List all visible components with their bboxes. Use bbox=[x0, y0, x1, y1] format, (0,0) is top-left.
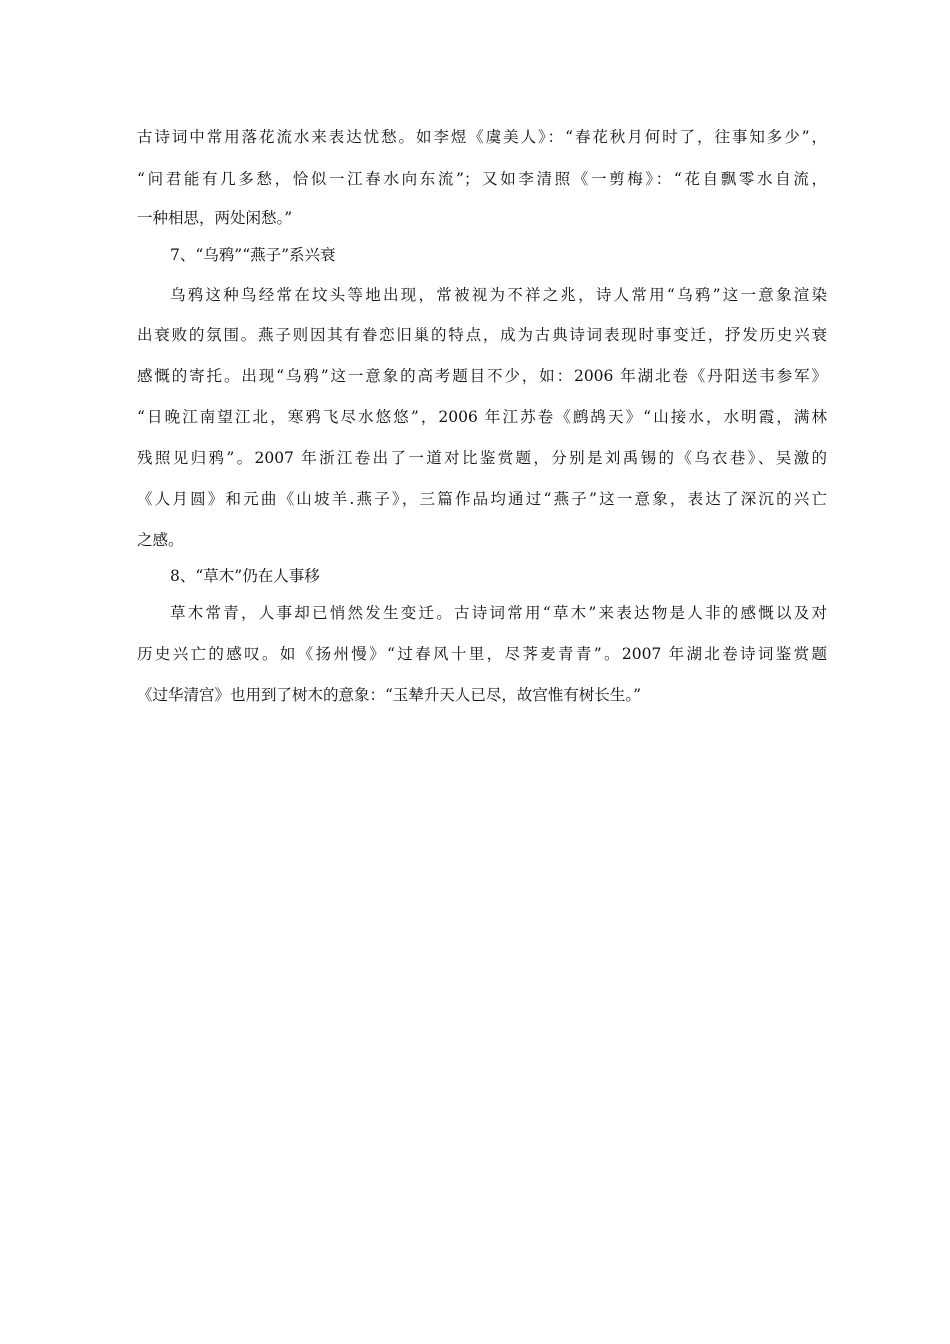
paragraph-line: 乌鸦这种鸟经常在坟头等地出现，常被视为不祥之兆，诗人常用“乌鸦”这一意象渲染 bbox=[170, 286, 827, 304]
paragraph-line: 历史兴亡的感叹。如《扬州慢》“过春风十里，尽荠麦青青”。2007 年湖北卷诗词鉴赏题 bbox=[137, 645, 827, 663]
paragraph-line: 之感。 bbox=[137, 531, 184, 549]
paragraph-line: “问君能有几多愁，恰似一江春水向东流”；又如李清照《一剪梅》：“花自飘零水自流， bbox=[137, 170, 827, 188]
paragraph-line: 残照见归鸦”。2007 年浙江卷出了一道对比鉴赏题，分别是刘禹锡的《乌衣巷》、吴激的 bbox=[137, 449, 827, 467]
section-heading: 7、“乌鸦”“燕子”系兴衰 bbox=[170, 246, 336, 264]
paragraph-line: 一种相思，两处闲愁。” bbox=[137, 209, 293, 227]
section-heading: 8、“草木”仍在人事移 bbox=[170, 567, 320, 585]
paragraph-line: 感慨的寄托。出现“乌鸦”这一意象的高考题目不少，如：2006 年湖北卷《丹阳送韦参军》 bbox=[137, 367, 827, 385]
paragraph-line: 草木常青，人事却已悄然发生变迁。古诗词常用“草木”来表达物是人非的感慨以及对 bbox=[170, 604, 827, 622]
paragraph-line: 出衰败的氛围。燕子则因其有眷恋旧巢的特点，成为古典诗词表现时事变迁，抒发历史兴衰 bbox=[137, 326, 827, 344]
paragraph-line: 《人月圆》和元曲《山坡羊.燕子》，三篇作品均通过“燕子”这一意象，表达了深沉的兴亡 bbox=[137, 490, 827, 508]
paragraph-line: 古诗词中常用落花流水来表达忧愁。如李煜《虞美人》：“春花秋月何时了，往事知多少”， bbox=[137, 128, 827, 146]
paragraph-line: 《过华清宫》也用到了树木的意象：“玉辇升天人已尽，故宫惟有树长生。” bbox=[137, 686, 642, 704]
paragraph-line: “日晚江南望江北，寒鸦飞尽水悠悠”，2006 年江苏卷《鹧鸪天》“山接水，水明霞，满林 bbox=[137, 408, 827, 426]
